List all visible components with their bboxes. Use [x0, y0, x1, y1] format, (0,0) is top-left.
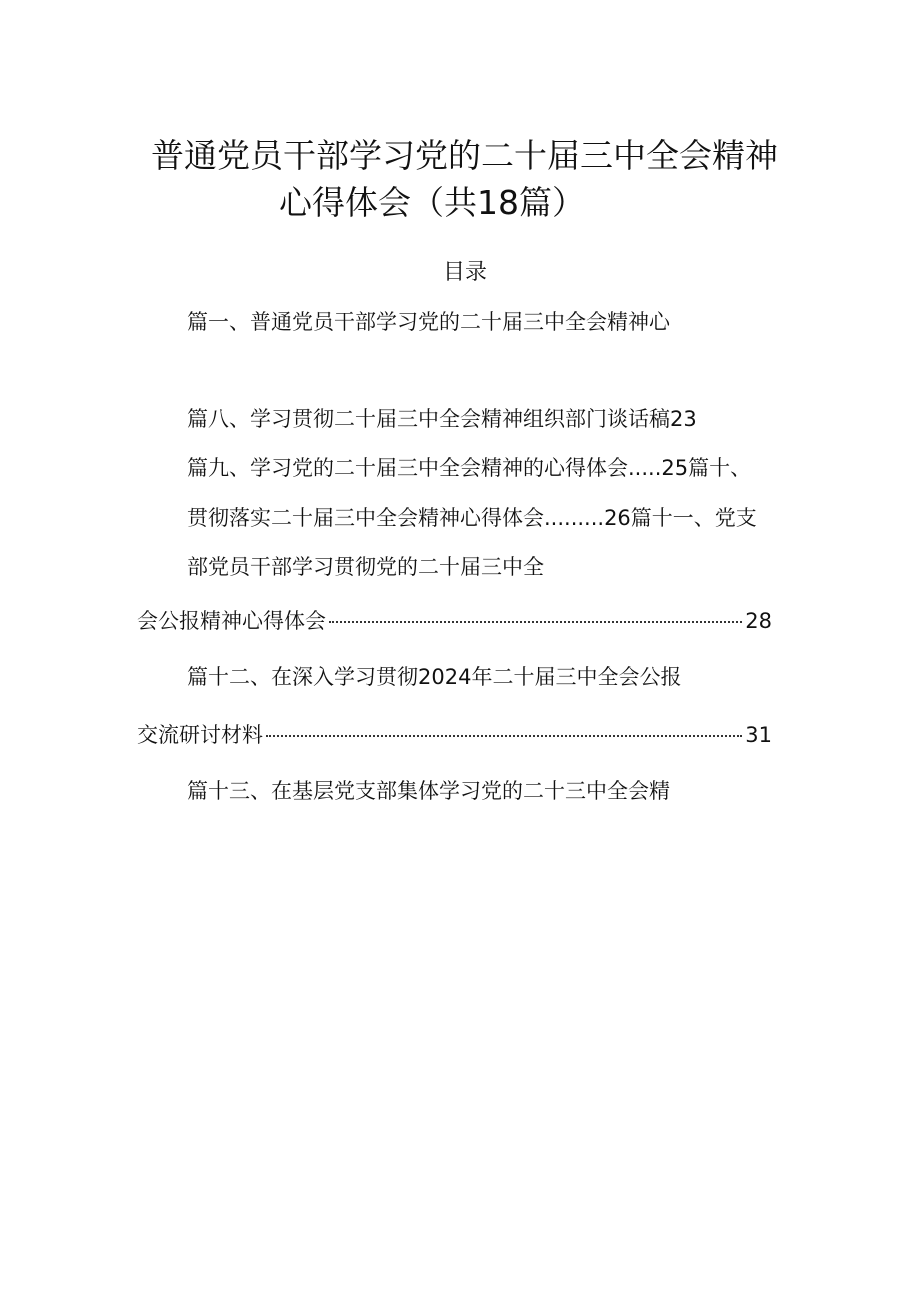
- dot-leader: [329, 621, 742, 623]
- toc-line: 篇八、学习贯彻二十届三中全会精神组织部门谈话稿23: [187, 407, 697, 431]
- dot-leader: [266, 735, 742, 737]
- toc-entry-with-page: [137, 720, 772, 750]
- toc-entry-with-page: [137, 606, 772, 636]
- toc-line: 篇九、学习党的二十届三中全会精神的心得体会.....25篇十、: [187, 456, 752, 480]
- toc-line: 篇一、普通党员干部学习党的二十届三中全会精神心: [187, 310, 670, 334]
- toc-line: 贯彻落实二十届三中全会精神心得体会.........26篇十一、党支: [187, 506, 757, 530]
- toc-entry-text: 交流研讨材料: [137, 723, 263, 747]
- document-title-line-1: 普通党员干部学习党的二十届三中全会精神: [151, 136, 778, 175]
- toc-page-number: 28: [745, 609, 772, 633]
- toc-line: 部党员干部学习贯彻党的二十届三中全: [187, 555, 544, 579]
- toc-entry-text: 会公报精神心得体会: [137, 609, 326, 633]
- document-title-line-2: 心得体会（共18篇）: [279, 183, 585, 222]
- toc-line: 篇十三、在基层党支部集体学习党的二十三中全会精: [187, 779, 670, 803]
- toc-line: 篇十二、在深入学习贯彻2024年二十届三中全会公报: [187, 665, 682, 689]
- toc-page-number: 31: [745, 723, 772, 747]
- toc-heading: 目录: [443, 260, 488, 285]
